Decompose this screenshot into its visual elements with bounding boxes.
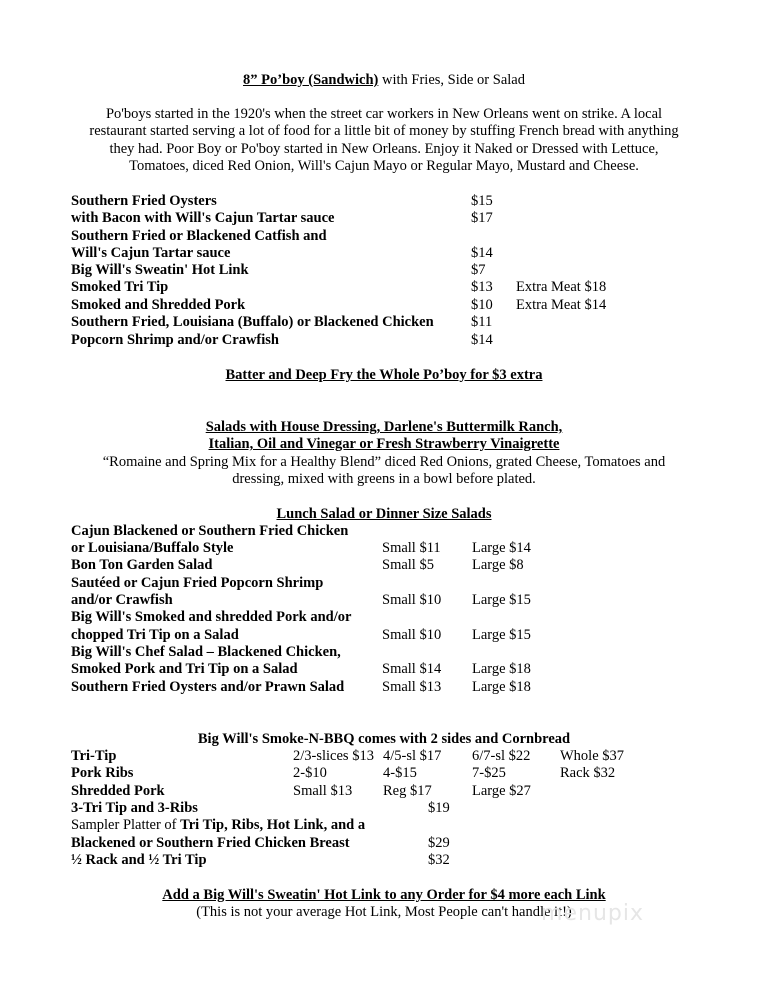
poboy-intro-line: restaurant started serving a lot of food for a little bit of money by stuffing French bread with anything	[89, 123, 679, 139]
bbq-col2: 4-$15	[383, 765, 417, 781]
salad-large: Large $18	[472, 661, 531, 677]
list-item	[0, 228, 768, 245]
table-row	[0, 748, 768, 765]
salad-name: chopped Tri Tip on a Salad	[71, 627, 239, 643]
list-item	[0, 661, 768, 678]
bbq-col3: 7-$25	[472, 765, 506, 781]
table-row	[0, 783, 768, 800]
item-name: Will's Cajun Tartar sauce	[71, 245, 231, 261]
item-price: $10	[471, 297, 493, 313]
batter-note: Batter and Deep Fry the Whole Po’boy for $3 extra	[225, 367, 543, 383]
item-price: $17	[471, 210, 493, 226]
bbq-name: Tri-Tip	[71, 748, 117, 764]
list-item	[0, 609, 768, 626]
bbq-col1: 2/3-slices $13	[293, 748, 374, 764]
poboy-intro-line: Po'boys started in the 1920's when the street car workers in New Orleans went on strike. A local	[105, 106, 663, 122]
item-price: $14	[471, 332, 493, 348]
poboy-intro-line: they had. Poor Boy or Po'boy started in New Orleans. Enjoy it Naked or Dressed with Lettuce,	[109, 141, 659, 157]
salad-name: Big Will's Chef Salad – Blackened Chicken,	[71, 644, 341, 660]
bbq-col2: 4/5-sl $17	[383, 748, 442, 764]
poboy-title-bold: 8” Po’boy (Sandwich)	[243, 72, 379, 88]
item-name: Smoked Tri Tip	[71, 279, 169, 295]
bbq-name: Shredded Pork	[71, 783, 165, 799]
sampler-line1	[71, 817, 365, 834]
salad-name: Sautéed or Cajun Fried Popcorn Shrimp	[71, 575, 324, 591]
item-price: $11	[471, 314, 493, 330]
salads-size-header: Lunch Salad or Dinner Size Salads	[276, 506, 492, 522]
poboy-title-rest: with Fries, Side or Salad	[378, 72, 525, 88]
list-item	[0, 627, 768, 644]
half-price: $32	[428, 852, 450, 868]
bbq-col1: Small $13	[293, 783, 353, 799]
item-name: Popcorn Shrimp and/or Crawfish	[71, 332, 279, 348]
sampler-prefix: Sampler Platter of	[71, 817, 181, 833]
table-row	[0, 835, 768, 852]
item-name: Southern Fried Oysters	[71, 193, 217, 209]
watermark: menupix	[541, 901, 644, 926]
list-item	[0, 245, 768, 262]
list-item	[0, 262, 768, 279]
list-item	[0, 575, 768, 592]
salad-large: Large $15	[472, 627, 531, 643]
list-item	[0, 297, 768, 314]
salads-header-line2: Italian, Oil and Vinegar or Fresh Strawberry Vinaigrette	[208, 436, 560, 452]
list-item	[0, 210, 768, 227]
item-name: Smoked and Shredded Pork	[71, 297, 246, 313]
item-extra: Extra Meat $18	[516, 279, 607, 295]
salad-large: Large $14	[472, 540, 531, 556]
salad-small: Small $13	[382, 679, 442, 695]
salad-name: Southern Fried Oysters and/or Prawn Salad	[71, 679, 345, 695]
salads-desc-line2: dressing, mixed with greens in a bowl before plated.	[232, 471, 536, 487]
combo-ribs-price: $19	[428, 800, 450, 816]
table-row	[0, 765, 768, 782]
salad-small: Small $5	[382, 557, 434, 573]
item-price: $13	[471, 279, 493, 295]
bbq-name: Pork Ribs	[71, 765, 134, 781]
item-price: $15	[471, 193, 493, 209]
salad-small: Small $10	[382, 592, 442, 608]
item-price: $7	[471, 262, 486, 278]
poboy-title	[0, 72, 768, 89]
item-name: with Bacon with Will's Cajun Tartar sauce	[71, 210, 335, 226]
salad-name: Bon Ton Garden Salad	[71, 557, 213, 573]
combo-ribs-name: 3-Tri Tip and 3-Ribs	[71, 800, 198, 816]
item-extra: Extra Meat $14	[516, 297, 607, 313]
bbq-col4: Rack $32	[560, 765, 616, 781]
poboy-intro-line: Tomatoes, diced Red Onion, Will's Cajun Mayo or Regular Mayo, Mustard and Cheese.	[129, 158, 639, 174]
salad-small: Small $11	[382, 540, 441, 556]
salad-large: Large $18	[472, 679, 531, 695]
bbq-col4: Whole $37	[560, 748, 625, 764]
table-row	[0, 852, 768, 869]
salad-small: Small $14	[382, 661, 442, 677]
list-item	[0, 679, 768, 696]
sampler-line2: Blackened or Southern Fried Chicken Breast	[71, 835, 350, 851]
hotlink-note: Add a Big Will's Sweatin' Hot Link to any Order for $4 more each Link	[162, 887, 606, 903]
half-name: ½ Rack and ½ Tri Tip	[71, 852, 207, 868]
item-name: Southern Fried or Blackened Catfish and	[71, 228, 327, 244]
table-row	[0, 817, 768, 834]
list-item	[0, 332, 768, 349]
bbq-col3: Large $27	[472, 783, 531, 799]
salad-name: and/or Crawfish	[71, 592, 173, 608]
sampler-price: $29	[428, 835, 450, 851]
list-item	[0, 193, 768, 210]
list-item	[0, 279, 768, 296]
salad-name: Smoked Pork and Tri Tip on a Salad	[71, 661, 298, 677]
list-item	[0, 644, 768, 661]
salad-large: Large $8	[472, 557, 524, 573]
item-price: $14	[471, 245, 493, 261]
sampler-bold: Tri Tip, Ribs, Hot Link, and a	[180, 817, 366, 833]
salads-header-line1: Salads with House Dressing, Darlene's Buttermilk Ranch,	[205, 419, 563, 435]
hotlink-subnote: (This is not your average Hot Link, Most People can't handle it!)	[196, 904, 572, 920]
list-item	[0, 523, 768, 540]
salad-name: Big Will's Smoked and shredded Pork and/or	[71, 609, 352, 625]
list-item	[0, 314, 768, 331]
salads-desc-line1: “Romaine and Spring Mix for a Healthy Blend” diced Red Onions, grated Cheese, Tomatoes and	[102, 454, 666, 470]
bbq-col3: 6/7-sl $22	[472, 748, 531, 764]
table-row	[0, 800, 768, 817]
salad-name: or Louisiana/Buffalo Style	[71, 540, 234, 556]
bbq-header: Big Will's Smoke-N-BBQ comes with 2 sides and Cornbread	[197, 731, 571, 747]
list-item	[0, 557, 768, 574]
bbq-col1: 2-$10	[293, 765, 327, 781]
bbq-col2: Reg $17	[383, 783, 432, 799]
item-name: Southern Fried, Louisiana (Buffalo) or Blackened Chicken	[71, 314, 434, 330]
list-item	[0, 592, 768, 609]
salad-small: Small $10	[382, 627, 442, 643]
salad-name: Cajun Blackened or Southern Fried Chicken	[71, 523, 349, 539]
item-name: Big Will's Sweatin' Hot Link	[71, 262, 249, 278]
salad-large: Large $15	[472, 592, 531, 608]
list-item	[0, 540, 768, 557]
